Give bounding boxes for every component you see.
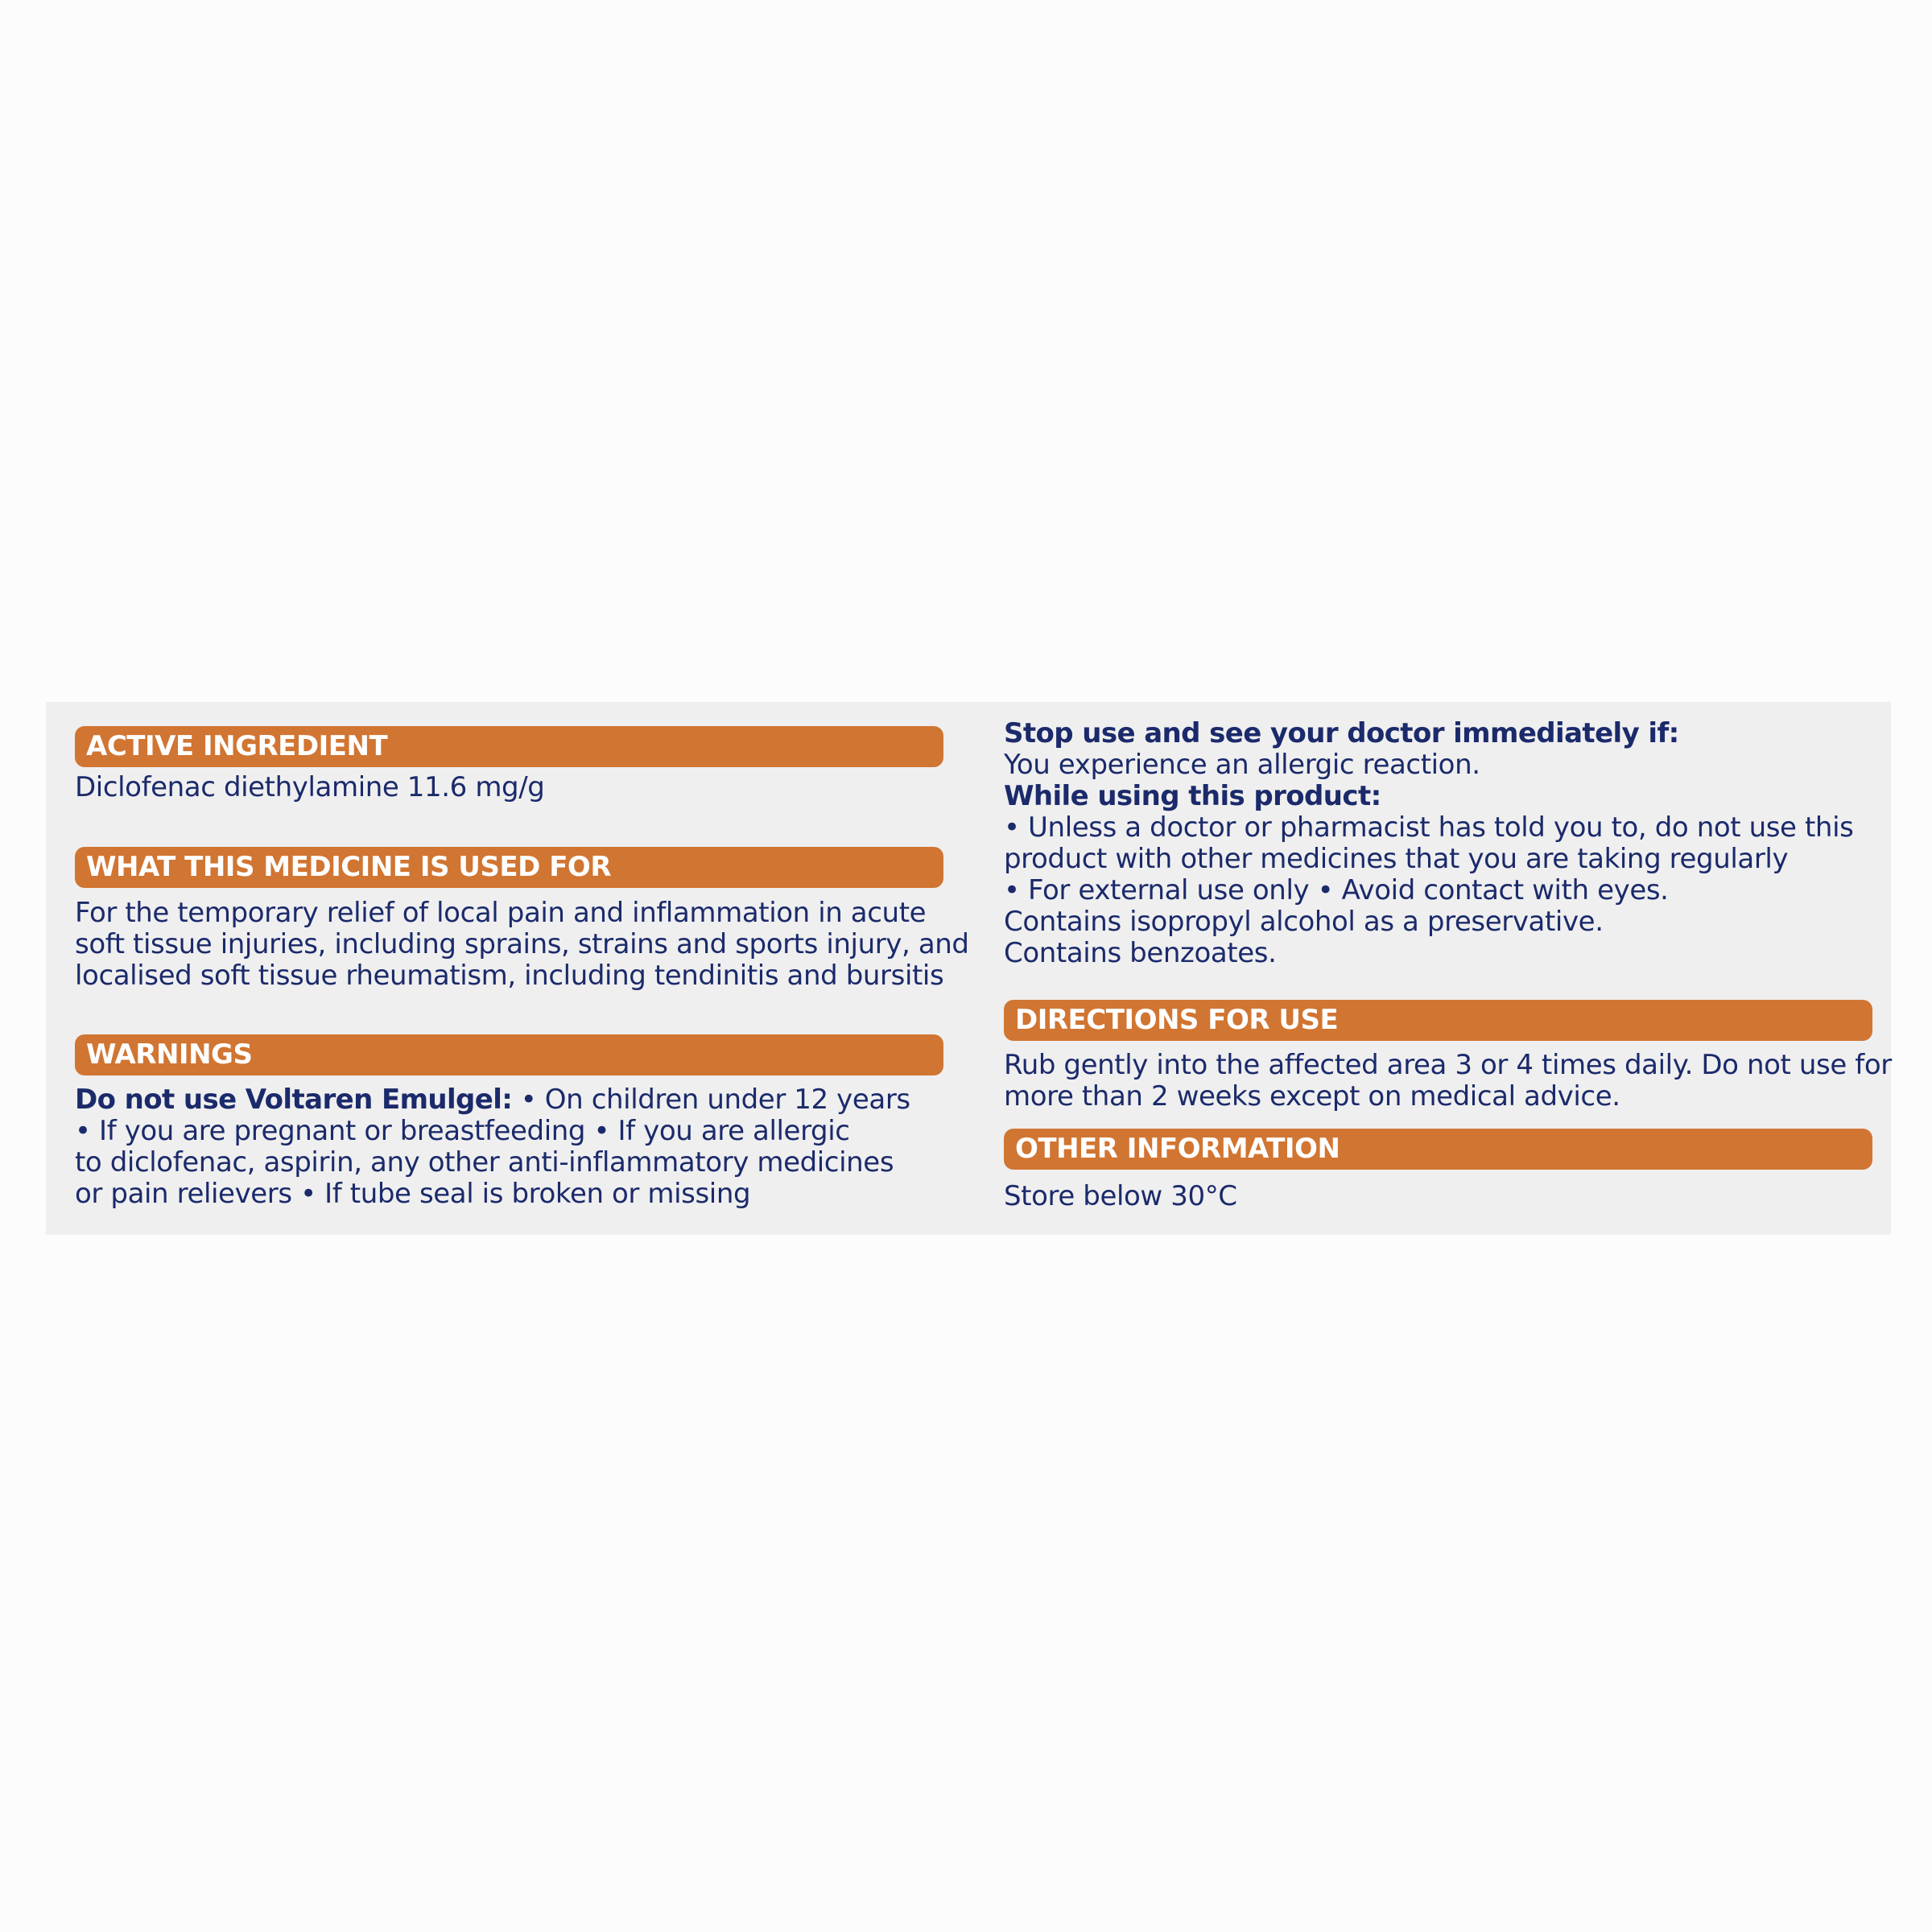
warnings-header: WARNINGS: [75, 1034, 943, 1075]
warnings-lead-bold: Do not use Voltaren Emulgel:: [75, 1084, 513, 1116]
while-using-line: Contains benzoates.: [1004, 937, 1277, 969]
used-for-text: [75, 898, 969, 992]
directions-header: DIRECTIONS FOR USE: [1004, 1000, 1872, 1041]
while-using-heading: While using this product:: [1004, 780, 1381, 812]
directions-line: more than 2 weeks except on medical advice.: [1004, 1080, 1620, 1113]
while-using-line: product with other medicines that you are taking regularly: [1004, 843, 1789, 875]
while-using-line: Contains isopropyl alcohol as a preservative.: [1004, 906, 1604, 938]
used-for-line: soft tissue injuries, including sprains, strains and sports injury, and: [75, 928, 969, 960]
warnings-line: or pain relievers • If tube seal is broken or missing: [75, 1178, 751, 1210]
while-using-line: • Unless a doctor or pharmacist has told you to, do not use this: [1004, 811, 1854, 844]
stop-use-heading: Stop use and see your doctor immediately if:: [1004, 717, 1679, 749]
warnings-line: • If you are pregnant or breastfeeding • If you are allergic: [75, 1115, 850, 1147]
used-for-header: WHAT THIS MEDICINE IS USED FOR: [75, 847, 943, 888]
other-info-text: Store below 30°C: [1004, 1180, 1237, 1212]
used-for-line: localised soft tissue rheumatism, including tendinitis and bursitis: [75, 960, 944, 992]
active-ingredient-text: Diclofenac diethylamine 11.6 mg/g: [75, 771, 545, 803]
warnings-lead-rest: • On children under 12 years: [512, 1084, 910, 1116]
warnings-text: [75, 1084, 910, 1210]
stop-use-section: [1004, 718, 1853, 969]
used-for-line: For the temporary relief of local pain and inflammation in acute: [75, 897, 927, 929]
stop-use-text: You experience an allergic reaction.: [1004, 749, 1480, 781]
directions-text: [1004, 1050, 1892, 1113]
directions-line: Rub gently into the affected area 3 or 4 times daily. Do not use for: [1004, 1049, 1892, 1081]
warnings-line: to diclofenac, aspirin, any other anti-inflammatory medicines: [75, 1146, 894, 1179]
while-using-line: • For external use only • Avoid contact with eyes.: [1004, 874, 1669, 906]
label-panel: [46, 702, 1891, 1235]
active-ingredient-header: ACTIVE INGREDIENT: [75, 726, 943, 767]
other-info-header: OTHER INFORMATION: [1004, 1129, 1872, 1170]
warnings-lead-line: [75, 1084, 910, 1116]
